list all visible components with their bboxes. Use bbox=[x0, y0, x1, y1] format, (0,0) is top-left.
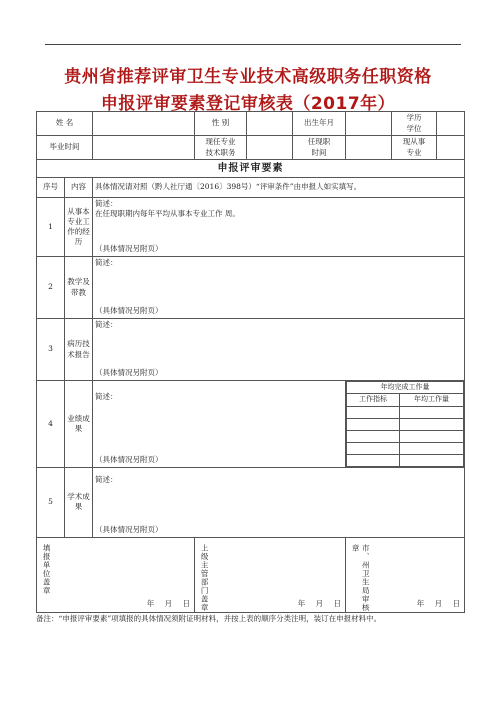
city-seal-date: 年 月 日 bbox=[416, 598, 461, 608]
item-2-label: 教学及带教 bbox=[65, 257, 93, 319]
item-1-extra: 在任现职期内每年平均从事本专业工作 周。 bbox=[95, 209, 240, 219]
item-3-no: 3 bbox=[37, 319, 65, 381]
superior-seal-cell[interactable] bbox=[195, 537, 346, 612]
col-content: 内容 bbox=[65, 178, 93, 198]
item-2-no: 2 bbox=[37, 257, 65, 319]
workload-col-amount: 年均工作量 bbox=[399, 394, 463, 406]
tenure-label: 任现职 时间 bbox=[293, 136, 346, 160]
item-5-note: （具体情况另附页） bbox=[95, 524, 163, 534]
workload-cell-input[interactable] bbox=[399, 406, 463, 418]
page-title-line2: 申报评审要素登记审核表（2017年） bbox=[100, 94, 396, 114]
item-5-no: 5 bbox=[37, 467, 65, 537]
item-3-label: 病历技术报告 bbox=[65, 319, 93, 381]
graduation-field[interactable] bbox=[93, 136, 195, 160]
birth-field[interactable] bbox=[346, 112, 392, 136]
unit-seal-date: 年 月 日 bbox=[146, 598, 191, 608]
workload-cell-input[interactable] bbox=[347, 430, 400, 442]
workload-cell-input[interactable] bbox=[399, 430, 463, 442]
item-4-content[interactable] bbox=[93, 381, 346, 468]
item-3-note: （具体情况另附页） bbox=[95, 367, 163, 377]
unit-seal-cell[interactable] bbox=[37, 537, 195, 612]
superior-seal-date: 年 月 日 bbox=[297, 598, 342, 608]
col-no: 序号 bbox=[37, 178, 65, 198]
item-4-brief: 简述： bbox=[95, 392, 118, 401]
item-4-note: （具体情况另附页） bbox=[95, 454, 163, 464]
gender-label: 性 别 bbox=[195, 112, 247, 136]
item-5-label: 学术成果 bbox=[65, 467, 93, 537]
name-field[interactable] bbox=[93, 112, 195, 136]
workload-cell-input[interactable] bbox=[347, 418, 400, 430]
item-1-brief: 简述： bbox=[95, 199, 118, 208]
graduation-label: 毕业时间 bbox=[37, 136, 93, 160]
unit-seal-label: 填报单位盖章 bbox=[42, 543, 52, 595]
name-label: 姓 名 bbox=[37, 112, 93, 136]
registration-form bbox=[36, 111, 465, 613]
item-3-content[interactable] bbox=[93, 319, 465, 381]
item-3-brief: 简述： bbox=[95, 320, 118, 329]
top-rule bbox=[45, 44, 461, 45]
item-1-no: 1 bbox=[37, 198, 65, 257]
workload-cell-input[interactable] bbox=[399, 442, 463, 454]
footnote: 备注：“申报评审要素”项填报的具体情况须附证明材料，并按上表的顺序分类注明，装订在申报材料中。 bbox=[36, 614, 382, 623]
workload-cell-input[interactable] bbox=[399, 454, 463, 466]
education-field[interactable] bbox=[437, 112, 465, 136]
item-1-note: （具体情况另附页） bbox=[95, 243, 163, 253]
city-seal-label: 市、州卫生局审核章 bbox=[351, 543, 371, 612]
item-2-content[interactable] bbox=[93, 257, 465, 319]
workload-header: 年均完成工作量 bbox=[347, 382, 464, 394]
page-title-line1: 贵州省推荐评审卫生专业技术高级职务任职资格 bbox=[64, 67, 432, 87]
city-seal-cell[interactable] bbox=[346, 537, 465, 612]
tenure-field[interactable] bbox=[346, 136, 392, 160]
education-label: 学历 学位 bbox=[392, 112, 437, 136]
workload-cell-input[interactable] bbox=[347, 406, 400, 418]
item-2-brief: 简述： bbox=[95, 258, 118, 267]
workload-table bbox=[346, 381, 464, 467]
current-title-field[interactable] bbox=[247, 136, 293, 160]
item-1-label: 从事本专业工作的经历 bbox=[65, 198, 93, 257]
workload-cell bbox=[346, 381, 465, 468]
item-2-note: （具体情况另附页） bbox=[95, 305, 163, 315]
item-1-content[interactable] bbox=[93, 198, 465, 257]
specialty-label: 现从事 专业 bbox=[392, 136, 437, 160]
birth-label: 出生年月 bbox=[293, 112, 346, 136]
workload-cell-input[interactable] bbox=[347, 442, 400, 454]
col-description: 具体情况请对照（黔人社厅通〔2016〕398号）“评审条件”由申报人如实填写。 bbox=[93, 178, 465, 198]
specialty-field[interactable] bbox=[437, 136, 465, 160]
gender-field[interactable] bbox=[247, 112, 293, 136]
item-4-label: 业绩成果 bbox=[65, 381, 93, 468]
item-5-brief: 简述： bbox=[95, 474, 118, 484]
superior-seal-label: 上级主管部门盖章 bbox=[200, 543, 210, 612]
workload-cell-input[interactable] bbox=[399, 418, 463, 430]
item-5-content[interactable] bbox=[93, 467, 465, 537]
item-4-no: 4 bbox=[37, 381, 65, 468]
workload-col-indicator: 工作指标 bbox=[347, 394, 400, 406]
current-title-label: 现任专业 技术职务 bbox=[195, 136, 247, 160]
section-title: 申报评审要素 bbox=[37, 160, 465, 178]
workload-cell-input[interactable] bbox=[347, 454, 400, 466]
